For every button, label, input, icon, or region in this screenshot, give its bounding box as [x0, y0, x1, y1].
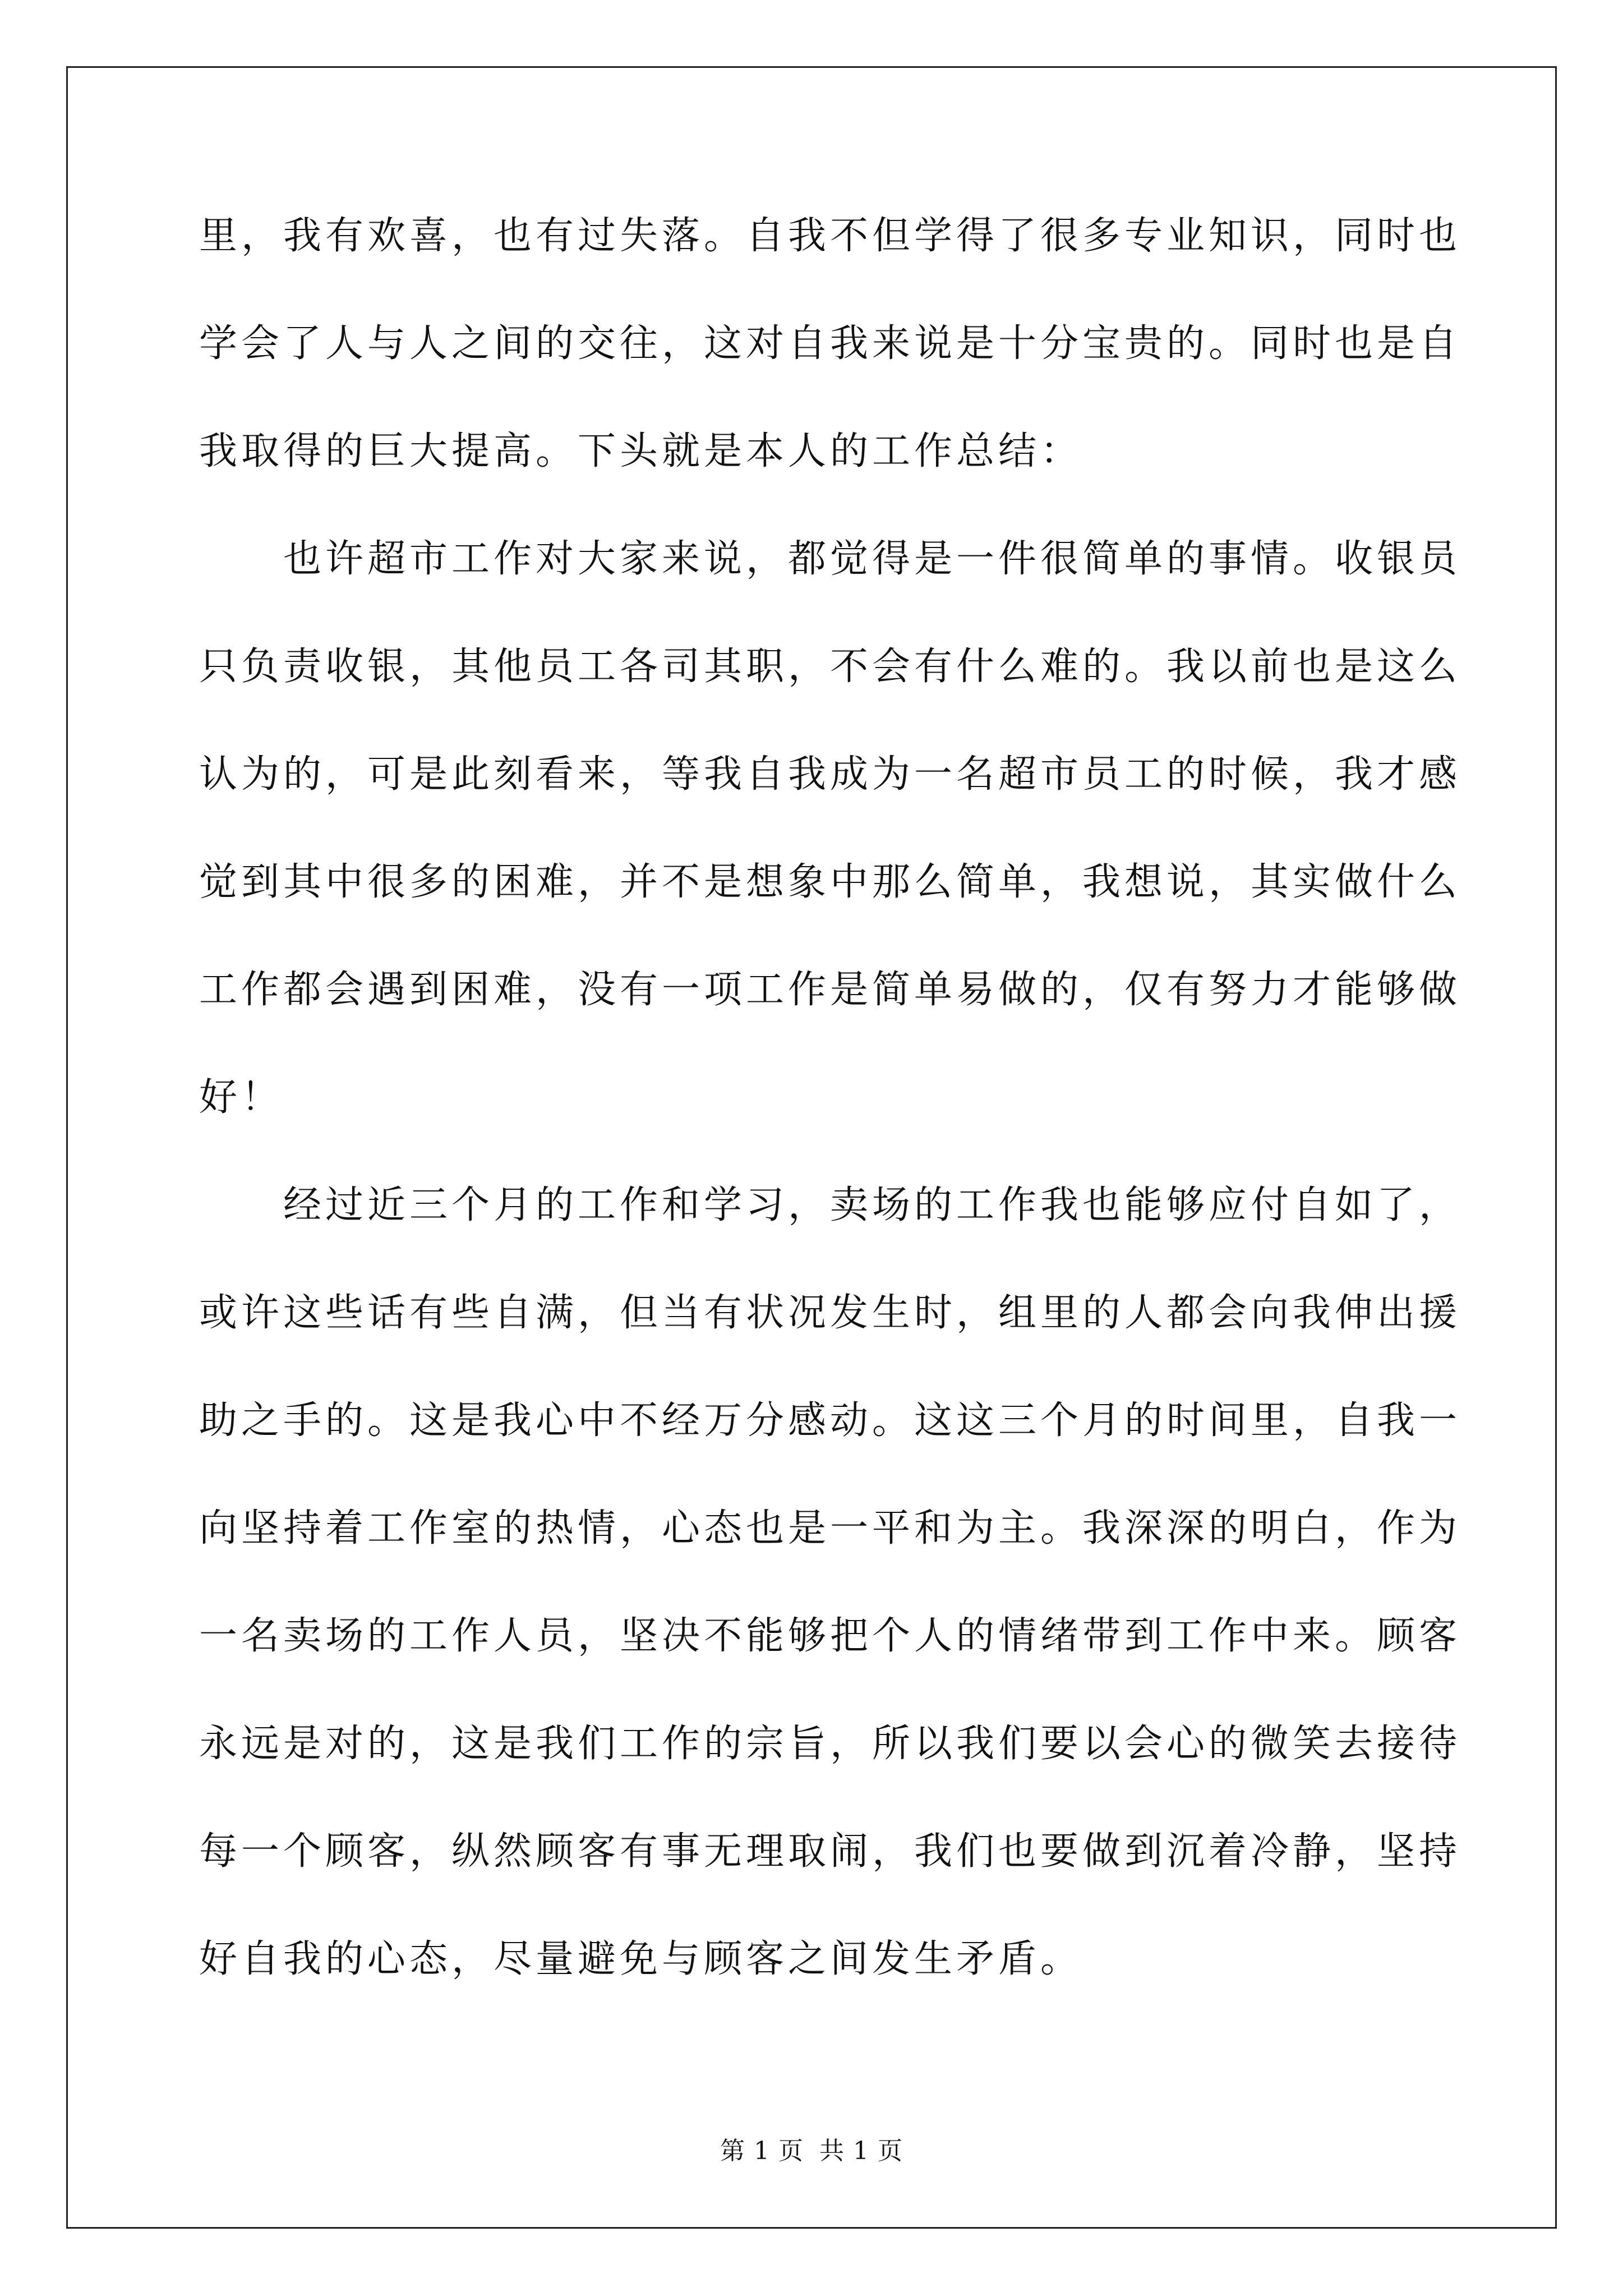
text-line: 好自我的心态，尽量避免与顾客之间发生矛盾。	[199, 1937, 1083, 1981]
text-line: 也许超市工作对大家来说，都觉得是一件很简单的事情。收银员	[199, 537, 1461, 581]
text-line: 或许这些话有些自满，但当有状况发生时，组里的人都会向我伸出援	[199, 1291, 1461, 1335]
text-line: 一名卖场的工作人员，坚决不能够把个人的情绪带到工作中来。顾客	[199, 1614, 1461, 1658]
text-line: 学会了人与人之间的交往，这对自我来说是十分宝贵的。同时也是自	[199, 321, 1461, 366]
text-line: 永远是对的，这是我们工作的宗旨，所以我们要以会心的微笑去接待	[199, 1722, 1461, 1766]
text-line: 认为的，可是此刻看来，等我自我成为一名超市员工的时候，我才感	[199, 752, 1461, 797]
text-line: 好！	[199, 1075, 284, 1120]
text-line: 助之手的。这是我心中不经万分感动。这这三个月的时间里，自我一	[199, 1398, 1461, 1443]
text-line: 只负责收银，其他员工各司其职，不会有什么难的。我以前也是这么	[199, 645, 1461, 689]
page-number-current: 第 1 页	[720, 2137, 804, 2165]
document-body	[199, 208, 1461, 2039]
text-line: 经过近三个月的工作和学习，卖场的工作我也能够应付自如了，	[199, 1183, 1461, 1227]
text-line: 向坚持着工作室的热情，心态也是一平和为主。我深深的明白，作为	[199, 1506, 1461, 1550]
text-line: 里，我有欢喜，也有过失落。自我不但学得了很多专业知识，同时也	[199, 214, 1461, 258]
text-line: 觉到其中很多的困难，并不是想象中那么简单，我想说，其实做什么	[199, 860, 1461, 904]
page-footer	[0, 2134, 1623, 2168]
text-line: 每一个顾客，纵然顾客有事无理取闹，我们也要做到沉着冷静，坚持	[199, 1829, 1461, 1874]
text-line: 工作都会遇到困难，没有一项工作是简单易做的，仅有努力才能够做	[199, 968, 1461, 1012]
text-line: 我取得的巨大提高。下头就是本人的工作总结：	[199, 429, 1083, 473]
page-number-total: 共 1 页	[819, 2137, 903, 2165]
